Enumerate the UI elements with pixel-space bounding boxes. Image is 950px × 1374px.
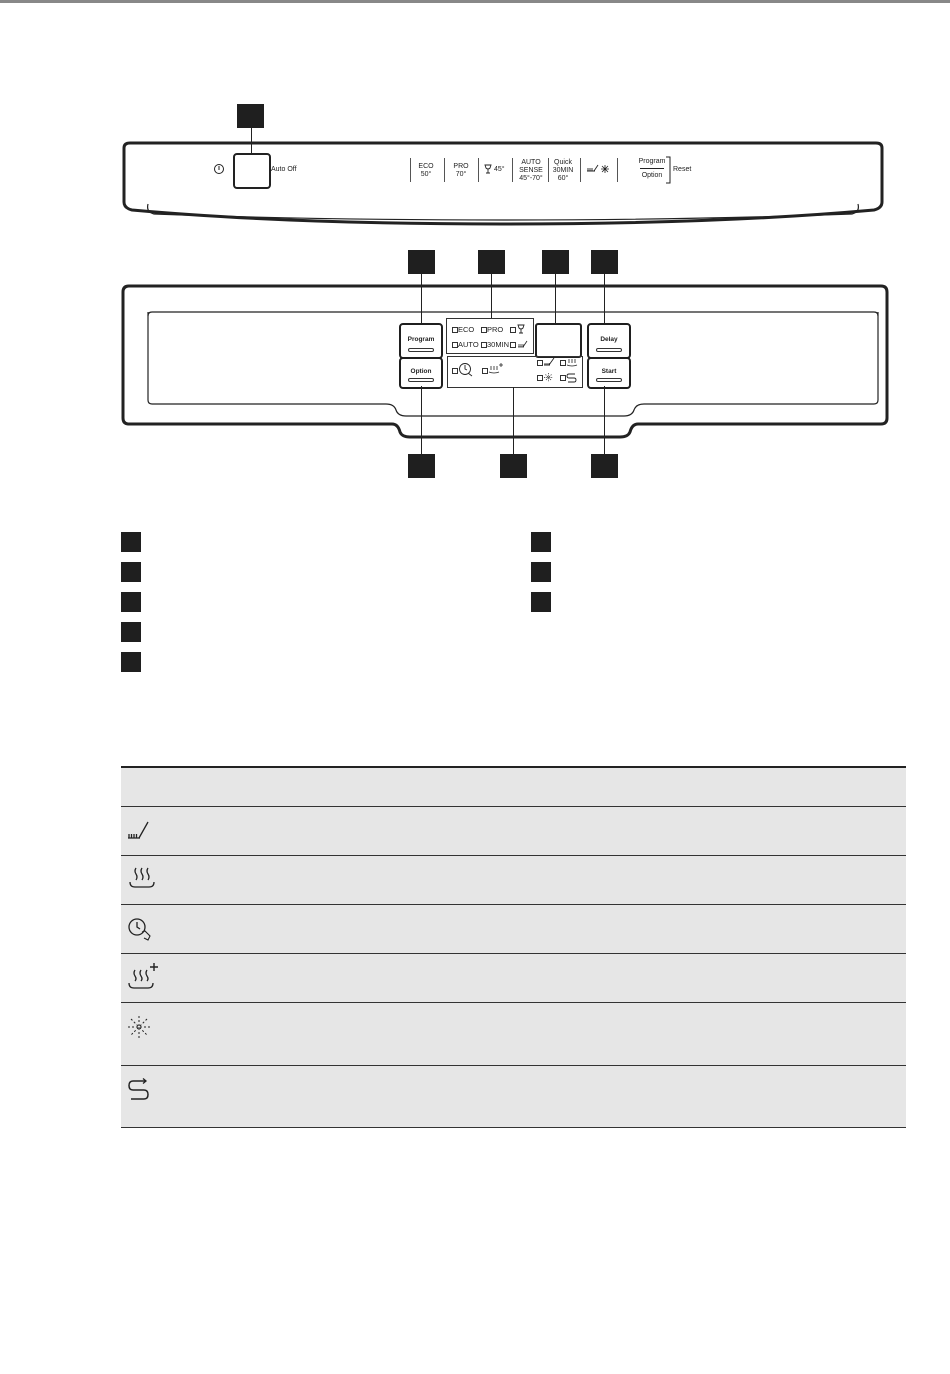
table-row <box>121 855 906 904</box>
led <box>510 327 516 333</box>
clock-hand-icon <box>127 917 155 943</box>
program-option-label: Program <box>638 158 666 165</box>
glass-icon <box>517 324 525 334</box>
clock-hand-icon <box>458 362 474 378</box>
divider <box>410 158 411 182</box>
callout-marker <box>542 250 569 274</box>
program-quick-label: Quick 30MIN 60° <box>552 159 574 182</box>
divider <box>478 158 479 182</box>
brush-sparkle-icon <box>517 339 529 349</box>
sparkle-icon <box>127 1015 151 1039</box>
led-label-auto: AUTO <box>458 340 479 349</box>
reset-label: Reset <box>673 166 692 173</box>
program-auto-sense-label: AUTO SENSE 45°-70° <box>519 159 543 182</box>
steam-icon <box>566 357 578 367</box>
brush-icon <box>543 357 555 367</box>
start-button[interactable]: Start <box>587 357 631 389</box>
brush-sparkle-icon <box>586 163 612 175</box>
callout-leader-line <box>513 387 514 456</box>
option-button[interactable]: Option <box>399 357 443 389</box>
callout-marker <box>408 454 435 478</box>
callout-leader-line <box>555 274 556 324</box>
power-icon <box>213 163 225 175</box>
table-row <box>121 1065 906 1128</box>
table-bottom-rule <box>121 1127 906 1128</box>
callout-leader-line <box>604 274 605 324</box>
callout-marker <box>591 250 618 274</box>
loop-icon <box>127 1078 151 1102</box>
legend-marker <box>121 562 141 582</box>
auto-off-label: Auto Off <box>271 166 297 173</box>
program-pro-label: PRO 70° <box>453 163 469 178</box>
legend-marker <box>531 562 551 582</box>
steam-plus-icon <box>488 362 504 376</box>
table-row <box>121 1002 906 1065</box>
glass-icon <box>484 164 492 174</box>
callout-leader-line <box>251 128 252 154</box>
legend-marker <box>121 652 141 672</box>
callout-leader-line <box>421 274 422 324</box>
loop-icon <box>566 372 577 383</box>
led-label-30min: 30MIN <box>487 340 510 349</box>
led-label-eco: ECO <box>458 325 475 334</box>
divider <box>617 158 618 182</box>
divider <box>548 158 549 182</box>
callout-marker <box>591 454 618 478</box>
callout-marker <box>237 104 264 128</box>
legend-marker <box>531 592 551 612</box>
page-top-rule <box>0 0 950 3</box>
callout-marker <box>478 250 505 274</box>
led-label-pro: PRO <box>487 325 504 334</box>
delay-button[interactable]: Delay <box>587 323 631 359</box>
legend-marker <box>121 622 141 642</box>
led <box>510 342 516 348</box>
legend-marker <box>121 592 141 612</box>
table-row <box>121 806 906 855</box>
divider <box>640 168 664 169</box>
divider <box>580 158 581 182</box>
callout-leader-line <box>604 386 605 456</box>
option-label: Option <box>641 172 663 179</box>
legend-marker <box>121 532 141 552</box>
callout-leader-line <box>421 386 422 456</box>
steam-icon <box>127 865 157 891</box>
steam-plus-icon <box>127 962 159 990</box>
table-header-row <box>121 766 906 807</box>
callout-leader-line <box>491 274 492 318</box>
display-window <box>535 323 582 358</box>
table-row <box>121 953 906 1002</box>
program-eco-label: ECO 50° <box>418 163 434 178</box>
legend-marker <box>531 532 551 552</box>
program-glass-label: 45° <box>494 166 505 173</box>
sparkle-icon <box>543 372 554 383</box>
power-button[interactable] <box>233 153 271 189</box>
callout-marker <box>408 250 435 274</box>
table-row <box>121 904 906 953</box>
reset-bracket <box>666 156 672 184</box>
callout-marker <box>500 454 527 478</box>
divider <box>444 158 445 182</box>
program-button[interactable]: Program <box>399 323 443 359</box>
brush-icon <box>127 818 151 842</box>
divider <box>512 158 513 182</box>
